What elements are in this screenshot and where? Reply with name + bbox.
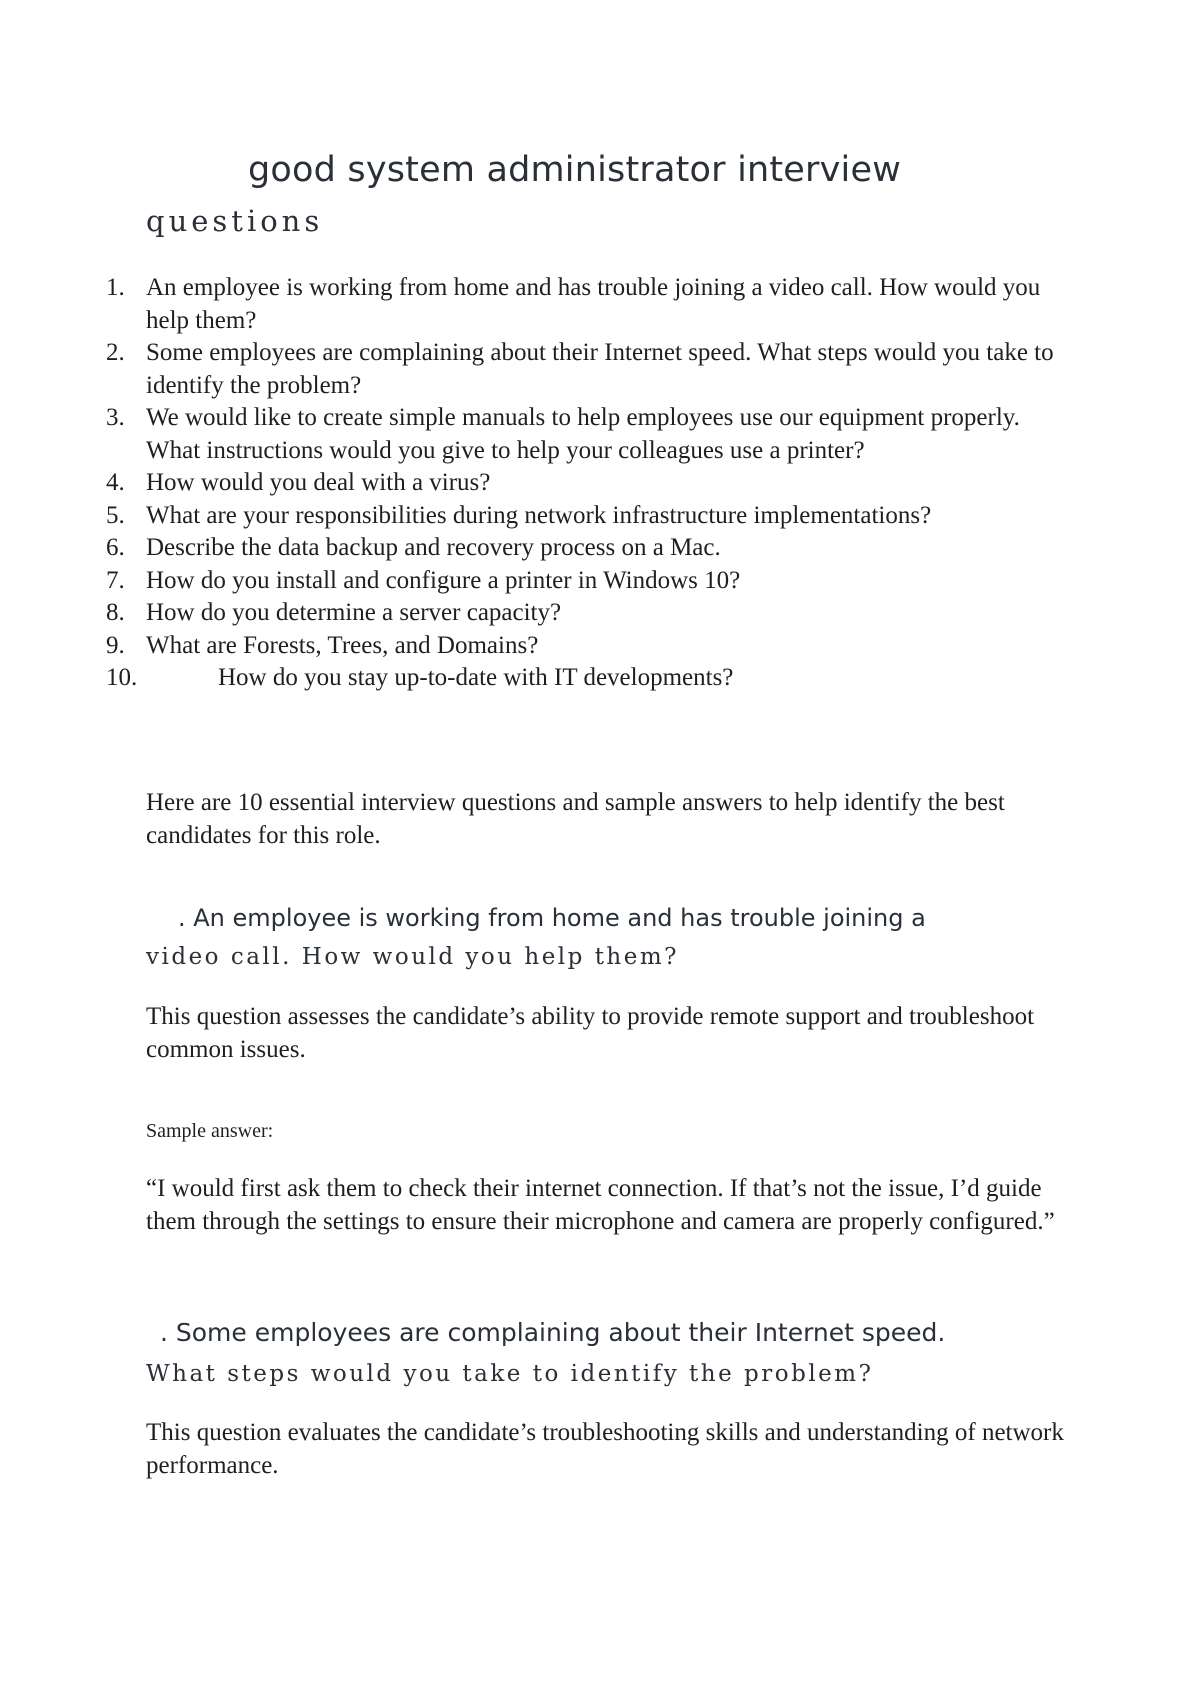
page-title-continuation: questions (146, 204, 324, 238)
page-title: good system administrator interview (248, 150, 902, 190)
list-item-text: How do you determine a server capacity? (146, 599, 562, 626)
section-1-heading-continuation: video call. How would you help them? (146, 944, 679, 970)
list-item-number: 10. (106, 664, 138, 691)
list-item-text: We would like to create simple manuals to help employees use our equipment properly. What instructions would you give to help your colleagues use a printer? (146, 404, 1020, 464)
list-item (106, 272, 1066, 337)
list-item-number: 4. (106, 469, 125, 496)
sample-answer-label: Sample answer: (146, 1120, 274, 1142)
section-2-heading-continuation: What steps would you take to identify the problem? (146, 1361, 874, 1387)
list-item-number: 5. (106, 501, 125, 529)
list-item (106, 662, 1066, 695)
intro-paragraph: Here are 10 essential interview questions and sample answers to help identify the best candidates for this role. (146, 789, 1005, 849)
question-list (106, 272, 1066, 695)
list-item (106, 467, 1066, 500)
section-2-heading: . Some employees are complaining about their Internet speed. (160, 1318, 946, 1347)
list-item-number: 8. (106, 599, 125, 626)
section-2-description: This question evaluates the candidate’s troubleshooting skills and understanding of network performance. (146, 1419, 1064, 1479)
list-item (106, 500, 1066, 533)
sample-answer-text: “I would first ask them to check their internet connection. If that’s not the issue, I’d guide them through the settings to ensure their microphone and camera are properly configured.” (146, 1175, 1055, 1235)
list-item-text: How do you stay up-to-date with IT developments? (218, 664, 734, 691)
list-item-text: How would you deal with a virus? (146, 469, 491, 496)
list-item-text: How do you install and configure a printer in Windows 10? (146, 566, 741, 594)
section-1-description: This question assesses the candidate’s ability to provide remote support and troubleshoot common issues. (146, 1003, 1035, 1063)
list-item-text: What are your responsibilities during network infrastructure implementations? (146, 501, 932, 529)
list-item (106, 402, 1066, 467)
list-item-number: 6. (106, 534, 125, 561)
list-item-text: Some employees are complaining about their Internet speed. What steps would you take to identify the problem? (146, 339, 1054, 399)
list-item-number: 1. (106, 274, 125, 301)
list-item (106, 532, 1066, 565)
list-item-text: An employee is working from home and has trouble joining a video call. How would you help them? (146, 274, 1041, 334)
list-item-number: 2. (106, 339, 125, 366)
list-item-text: Describe the data backup and recovery process on a Mac. (146, 534, 721, 561)
list-item (106, 565, 1066, 598)
list-item-number: 9. (106, 631, 125, 659)
list-item (106, 630, 1066, 663)
list-item-number: 3. (106, 404, 125, 431)
list-item (106, 337, 1066, 402)
section-1-heading: . An employee is working from home and has trouble joining a (178, 904, 926, 932)
list-item-text: What are Forests, Trees, and Domains? (146, 631, 539, 659)
list-item (106, 597, 1066, 630)
list-item-number: 7. (106, 566, 125, 594)
